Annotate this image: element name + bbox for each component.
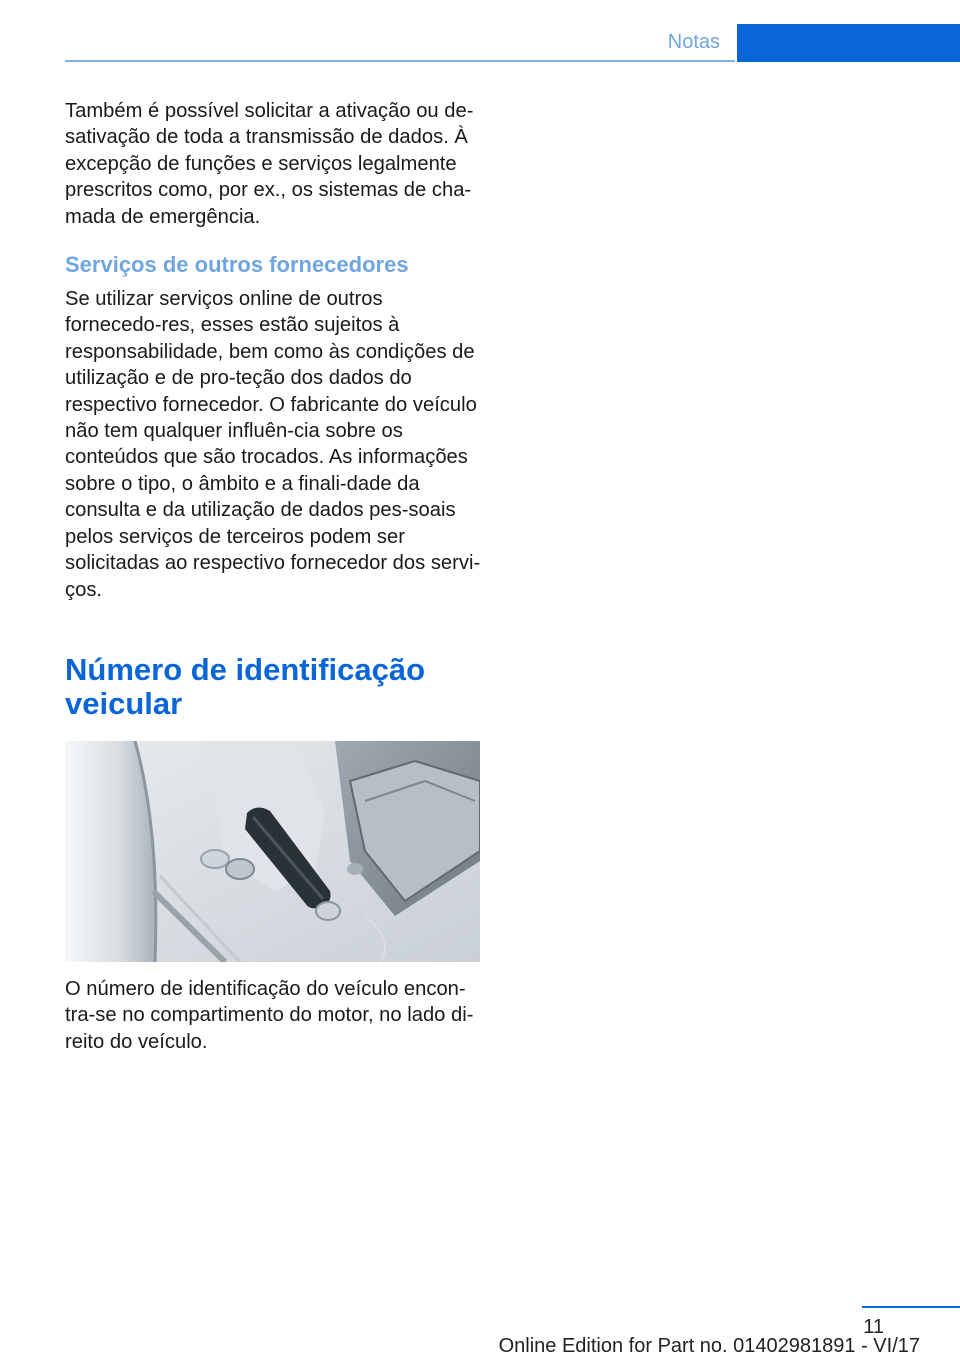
header-rule — [65, 60, 735, 62]
third-party-paragraph: Se utilizar serviços online de outros fornecedo-res, esses estão sujeitos à responsabilidade, bem como às condições de utilização e de pro-teção dos dados do respectivo fornecedor. O fabricante do veículo não tem qualquer influên-cia sobre os conteúdos que são trocados. As informações sobre o tipo, o âmbito e a finali-dade da consulta e da utilização de dados pes-soais pelos serviços de terceiros podem ser solicitadas ao respectivo fornecedor dos servi-ços. — [65, 288, 481, 601]
engine-compartment-photo — [65, 741, 480, 962]
main-content — [65, 98, 483, 1055]
edition-footer: Online Edition for Part no. 01402981891 - VI/17 — [498, 1335, 920, 1357]
section-tab — [737, 24, 960, 62]
page-number: 11 — [863, 1316, 884, 1338]
vin-paragraph: O número de identificação do veículo encon-tra-se no compartimento do motor, no lado di-reito do veículo. — [65, 977, 474, 1053]
main-heading: Número de identificação veicular — [65, 651, 426, 721]
sub-heading: Serviços de outros fornecedores — [65, 252, 409, 278]
section-title: Notas — [667, 31, 720, 53]
intro-paragraph: Também é possível solicitar a ativação ou de-sativação de toda a transmissão de dados. À excepção de funções e serviços legalmente prescritos como, por ex., os sistemas de cha-mada de emergência. — [65, 100, 474, 228]
footer-rule — [862, 1306, 960, 1308]
